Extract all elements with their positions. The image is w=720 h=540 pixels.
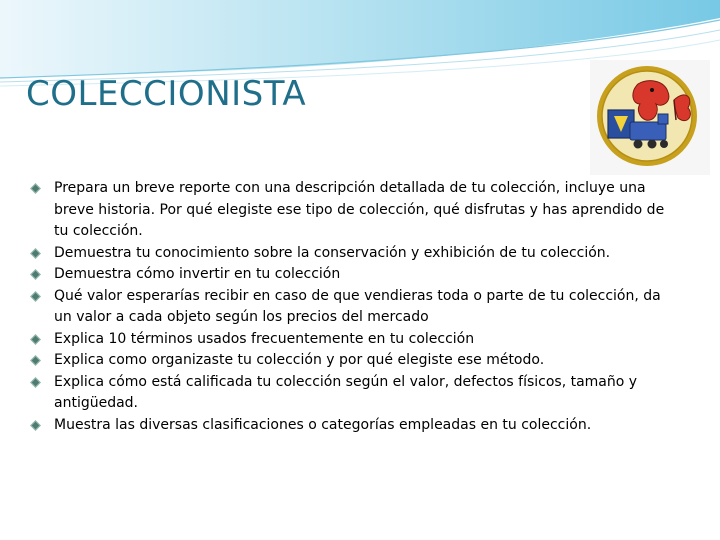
list-item	[30, 329, 670, 351]
list-item-text: Explica cómo está calificada tu colección según el valor, defectos físicos, tamaño y antigüedad.	[54, 373, 638, 411]
diamond-bullet-icon	[30, 248, 41, 259]
collector-merit-badge-icon	[590, 60, 710, 175]
list-item-text: Prepara un breve reporte con una descripción detallada de tu colección, incluye una breve historia. Por qué elegiste ese tipo de colección, qué disfrutas y has aprendido de tu colección.	[54, 180, 665, 239]
diamond-bullet-icon	[30, 355, 41, 366]
list-item-text: Explica como organizaste tu colección y por qué elegiste ese método.	[54, 352, 545, 368]
diamond-bullet-icon	[30, 183, 41, 194]
list-item	[30, 264, 670, 286]
list-item	[30, 350, 670, 372]
slide-title: COLECCIONISTA	[26, 74, 307, 114]
diamond-bullet-icon	[30, 420, 41, 431]
list-item	[30, 243, 670, 265]
diamond-bullet-icon	[30, 334, 41, 345]
list-item	[30, 286, 670, 329]
list-item-text: Muestra las diversas clasificaciones o categorías empleadas en tu colección.	[54, 416, 592, 433]
diamond-bullet-icon	[30, 291, 41, 302]
list-item	[30, 415, 670, 437]
list-item	[30, 372, 670, 415]
list-item-text: Explica 10 términos usados frecuentemente en tu colección	[54, 330, 475, 347]
list-item-text: Qué valor esperarías recibir en caso de que vendieras toda o parte de tu colección, da un valor a cada objeto según los precios del mercado	[54, 287, 661, 325]
list-item	[30, 178, 670, 243]
diamond-bullet-icon	[30, 269, 41, 280]
list-item-text: Demuestra tu conocimiento sobre la conservación y exhibición de tu colección.	[54, 244, 611, 261]
diamond-bullet-icon	[30, 377, 41, 388]
requirements-list	[30, 178, 670, 436]
list-item-text: Demuestra cómo invertir en tu colección	[54, 266, 341, 282]
